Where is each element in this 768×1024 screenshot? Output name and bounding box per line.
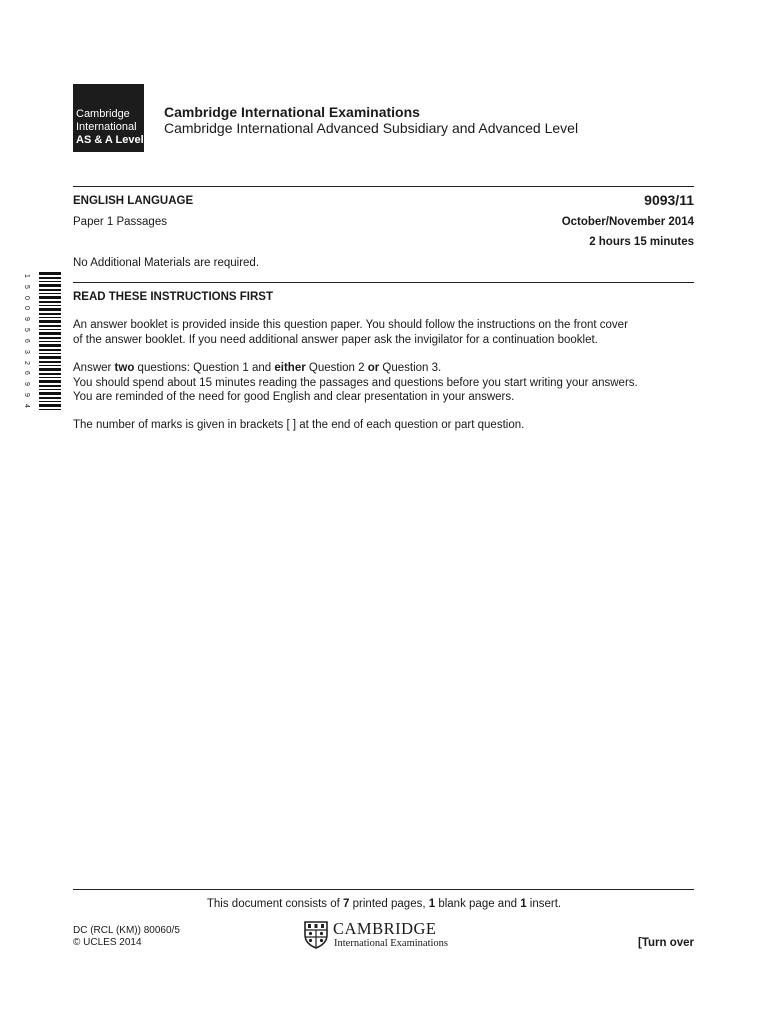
barcode-bar [39,293,61,294]
text: Answer [73,362,115,374]
instruction-line: An answer booklet is provided inside this question paper. You should follow the instructions on the front cover [73,319,628,331]
barcode-bar [39,329,61,330]
barcode-bar [39,380,61,383]
exam-board-subtitle: Cambridge International Advanced Subsidiary and Advanced Level [164,120,579,136]
barcode-bar [39,365,61,366]
logo-line-1: Cambridge [76,108,130,120]
exam-session: October/November 2014 [561,216,694,228]
barcode-bar [39,317,61,318]
barcode-digit: 5 [23,328,30,333]
barcode-bar [39,337,61,339]
barcode-bar [39,377,61,378]
paper-name: Paper 1 Passages [73,216,167,228]
logo-line-3: AS & A Level [76,134,144,146]
instruction-line: You are reminded of the need for good English and clear presentation in your answers. [73,391,515,403]
emphasis: 1 [520,898,527,910]
instructions-heading: READ THESE INSTRUCTIONS FIRST [73,291,273,303]
text: blank page and [435,898,521,910]
barcode-digit: 2 [23,360,30,365]
text: This document consists of [206,898,344,910]
exam-duration: 2 hours 15 minutes [589,236,694,248]
barcode-bar [39,385,61,387]
cambridge-as-a-level-logo [73,84,144,152]
footer-divider [73,889,694,890]
barcode-bar [39,356,61,359]
barcode-bar [39,389,61,390]
cambridge-crest-icon [304,921,328,949]
turn-over-note: [Turn over [637,937,694,949]
cambridge-wordmark: CAMBRIDGE [333,919,437,938]
barcode-bar [39,373,61,375]
barcode-bar [39,277,61,279]
copyright: © UCLES 2014 [73,937,142,948]
barcode-bar [39,344,61,347]
barcode-digit: 0 [23,295,30,300]
barcode-digit: 3 [23,349,30,354]
barcode-bar [39,361,61,363]
instructions-paragraph-1 [73,318,703,347]
instructions-paragraph-2 [73,361,703,405]
barcode-bar [39,349,61,351]
materials-note: No Additional Materials are required. [73,257,260,269]
barcode-bar [39,353,61,354]
barcode-bar [39,404,61,407]
barcode-bar [39,308,61,311]
barcode-bar [39,284,61,287]
barcode-bar [39,296,61,299]
barcode-digit: 6 [23,339,30,343]
barcode-digit: 4 [23,403,30,408]
cambridge-wordmark-subtitle: International Examinations [334,938,449,949]
paper-code: 9093/11 [644,192,694,208]
text: questions: Question 1 and [134,362,275,374]
instructions-paragraph-3: The number of marks is given in brackets [ ] at the end of each question or part question. [73,419,525,431]
barcode-bar [39,281,61,282]
barcode-digit: 5 [23,284,30,289]
barcode-digit: 9 [23,393,30,398]
emphasis: 1 [428,898,436,910]
logo-line-2: International [76,121,137,133]
emphasis: 7 [343,898,350,910]
barcode-bar [39,392,61,395]
barcode-bar [39,332,61,335]
barcode-bar [39,401,61,402]
barcode-digit: 0 [23,306,30,311]
barcode-digit: 9 [23,317,30,322]
top-divider [73,186,694,187]
barcode-bar [39,313,61,315]
barcode-bar [39,301,61,303]
barcode-bar [39,368,61,371]
barcode-bar [39,289,61,291]
page-count-note [0,898,768,910]
barcode-digits [20,272,32,410]
barcode-bar [39,325,61,327]
barcode-bar [39,397,61,399]
emphasis: either [274,362,306,374]
text: Question 3. [379,362,442,374]
barcode [27,272,61,410]
subject-name: ENGLISH LANGUAGE [73,195,194,207]
text: printed pages, [349,898,429,910]
barcode-digit: 1 [23,274,30,278]
text: insert. [526,898,562,910]
barcode-bar [39,341,61,342]
barcode-bar [39,320,61,323]
exam-board-title: Cambridge International Examinations [164,104,420,120]
barcode-digit: 9 [23,382,30,387]
barcode-digit: 6 [23,371,30,376]
instruction-line: You should spend about 15 minutes reading the passages and questions before you start writing your answers. [73,376,638,389]
emphasis: two [114,362,135,374]
instruction-line [73,361,703,376]
barcode-bar [39,272,61,275]
instructions-divider [73,282,694,283]
instruction-line: of the answer booklet. If you need additional answer paper ask the invigilator for a continuation booklet. [73,333,598,346]
barcode-bar [39,409,61,410]
emphasis: or [367,362,380,374]
text: Question 2 [305,362,368,374]
barcode-bar [39,305,61,306]
document-reference: DC (RCL (KM)) 80060/5 [73,925,180,936]
